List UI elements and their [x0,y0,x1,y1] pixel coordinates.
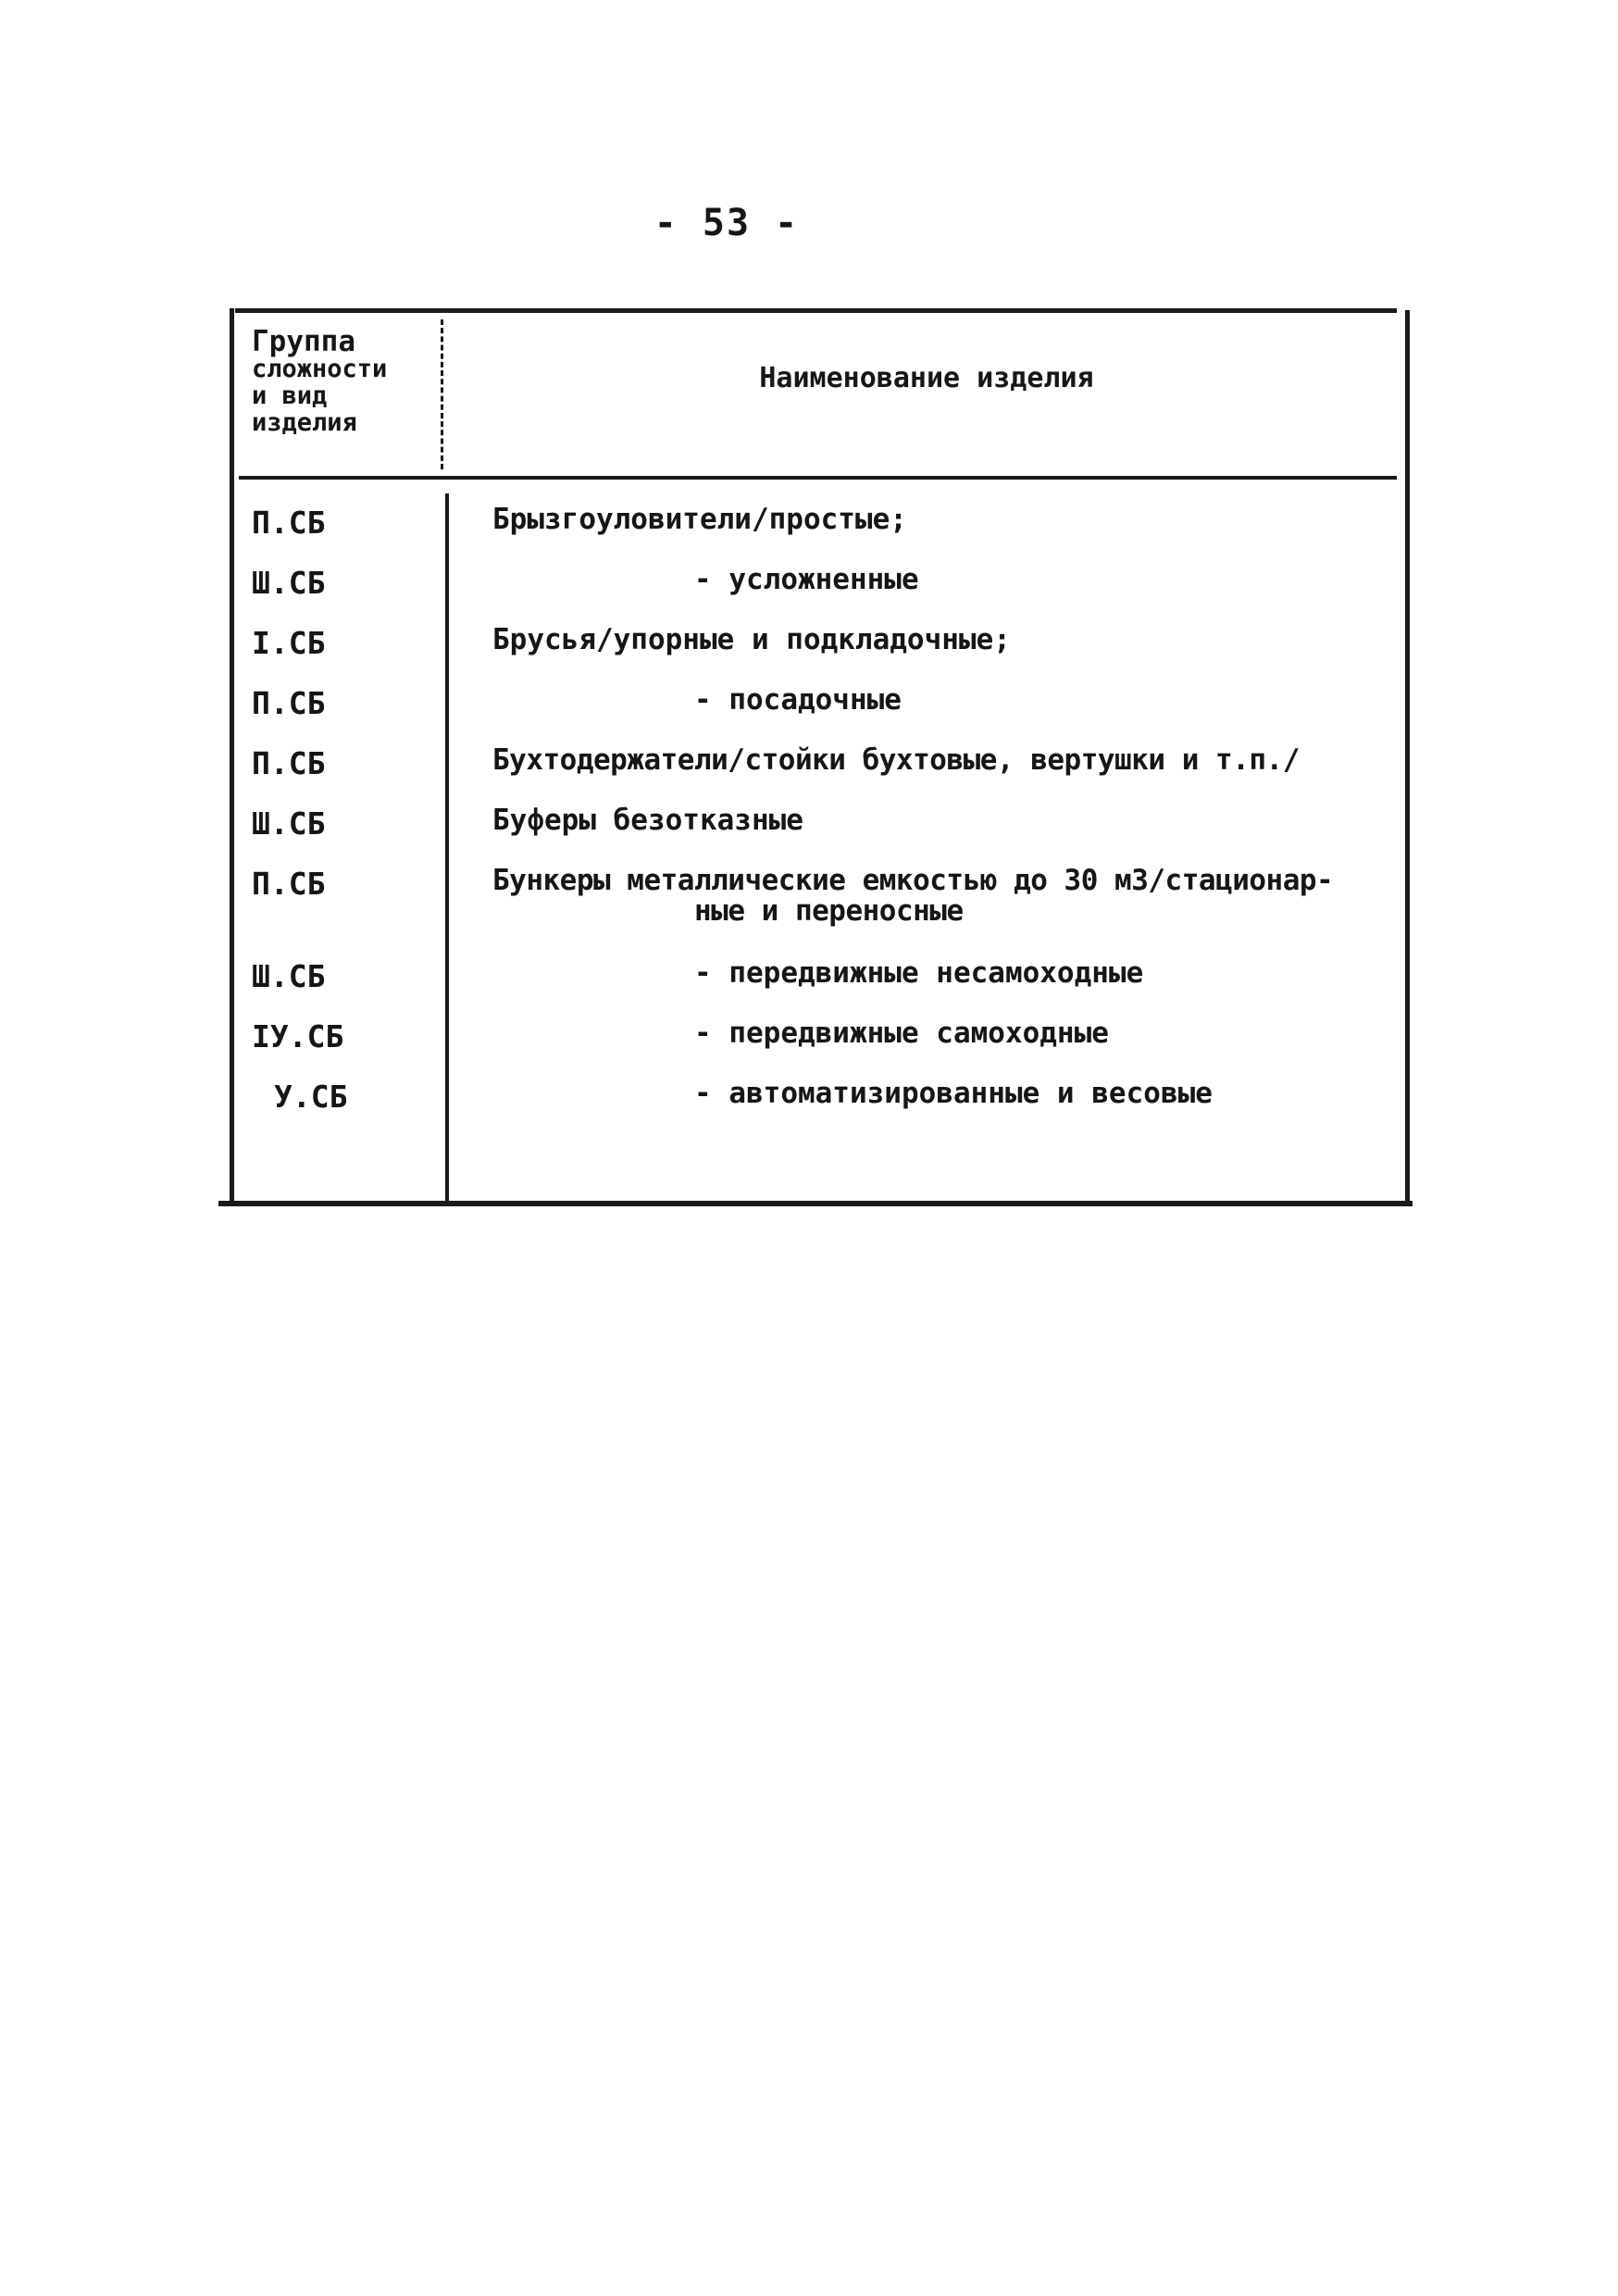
header-group-column [252,325,442,437]
header-name-column: Наименование изделия [759,362,1094,394]
row-code: Ш.СБ [252,565,326,601]
page-number: - 53 - [653,202,800,244]
table-top-rule [235,308,1397,313]
row-code: П.СБ [252,866,326,902]
row-name: - автоматизированные и весовые [694,1077,1213,1110]
header-group-line: Группа [252,325,355,358]
table-bottom-rule [218,1201,1413,1206]
row-name: Брызгоуловители/простые; [492,503,907,536]
row-code: У.СБ [274,1079,348,1115]
row-name [492,866,1409,927]
table-header-rule [239,476,1397,480]
table-left-border [230,308,234,1203]
row-name: - передвижные несамоходные [694,956,1144,990]
row-code: П.СБ [252,745,326,781]
row-code: П.СБ [252,685,326,721]
row-name: Буферы безотказные [492,804,803,837]
row-name-line: Бункеры металлические емкостью до 30 м3/стационар- [492,864,1334,897]
row-code: IУ.СБ [252,1018,344,1054]
row-code: I.СБ [252,625,326,661]
row-name: - усложненные [694,563,919,596]
header-group-line: изделия [252,408,357,437]
row-code: П.СБ [252,505,326,541]
products-table [218,308,1413,1206]
header-group-line: и вид [252,381,328,410]
row-name: - передвижные самоходные [694,1017,1109,1050]
header-group-line: сложности [252,355,388,383]
row-name: - посадочные [694,683,902,717]
row-name-continuation: ные и переносные [694,894,964,928]
row-name: Брусья/упорные и подкладочные; [492,623,1011,656]
row-code: Ш.СБ [252,805,326,842]
row-name: Бухтодержатели/стойки бухтовые, вертушки и т.п./ [492,743,1300,777]
row-code: Ш.СБ [252,958,326,994]
